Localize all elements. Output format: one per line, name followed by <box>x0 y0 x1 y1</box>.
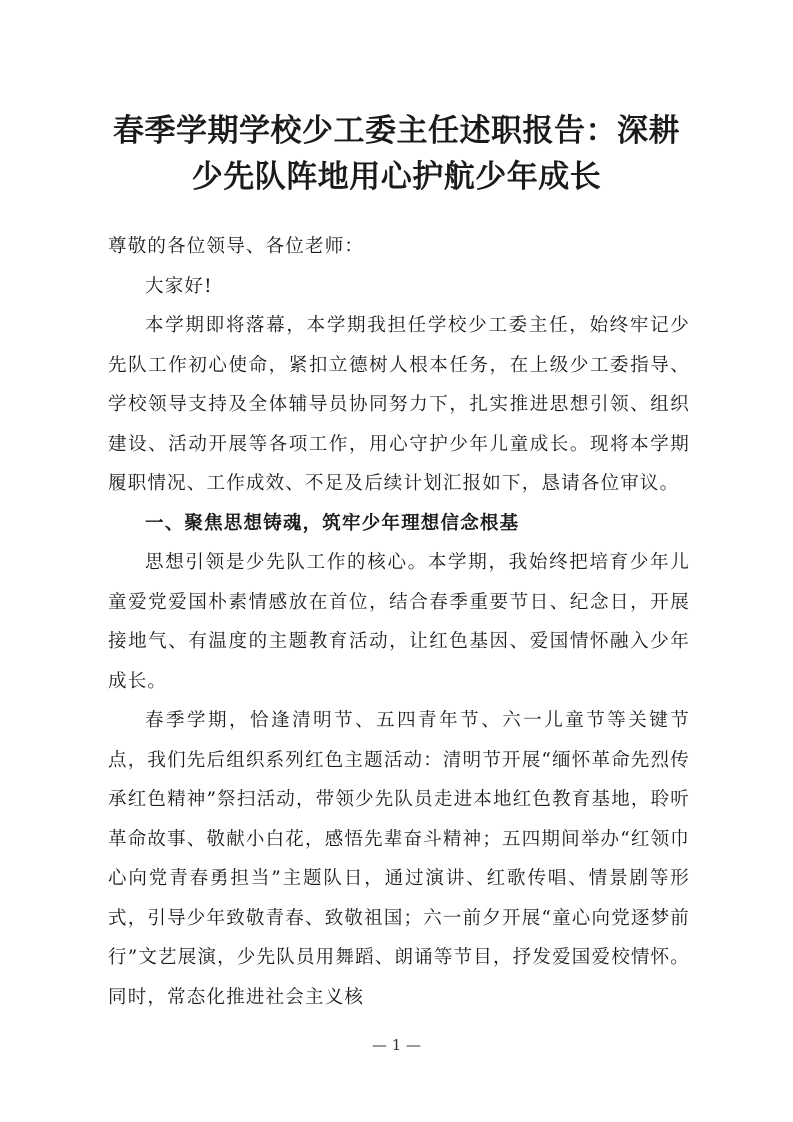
document-body <box>108 227 690 1017</box>
page-number: — 1 — <box>371 1036 422 1054</box>
body-paragraph: 思想引领是少先队工作的核心。本学期，我始终把培育少年儿童爱党爱国朴素情感放在首位，结合春季重要节日、纪念日，开展接地气、有温度的主题教育活动，让红色基因、爱国情怀融入少年成长。 <box>108 552 690 692</box>
intro-paragraph: 本学期即将落幕，本学期我担任学校少工委主任，始终牢记少先队工作初心使命，紧扣立德树人根本任务，在上级少工委指导、学校领导支持及全体辅导员协同努力下，扎实推进思想引领、组织建设、活动开展等各项工作，用心守护少年儿童成长。现将本学期履职情况、工作成效、不足及后续计划汇报如下，恳请各位审议。 <box>108 315 690 494</box>
body-paragraph: 春季学期，恰逢清明节、五四青年节、六一儿童节等关键节点，我们先后组织系列红色主题活动：清明节开展“缅怀革命先烈传承红色精神”祭扫活动，带领少先队员走进本地红色教育基地，聆听革命故事、敬献小白花，感悟先辈奋斗精神；五四期间举办“红领巾心向党青春勇担当”主题队日，通过演讲、红歌传唱、情景剧等形式，引导少年致敬青春、致敬祖国；六一前夕开展“童心向党逐梦前行”文艺展演，少先队员用舞蹈、朗诵等节目，抒发爱国爱校情怀。同时，常态化推进社会主义核 <box>108 710 690 1008</box>
document-title: 春季学期学校少工委主任述职报告：深耕少先队阵地用心护航少年成长 <box>113 113 680 195</box>
greeting: 大家好! <box>145 275 213 297</box>
salutation: 尊敬的各位领导、各位老师： <box>108 236 365 257</box>
section-heading: 一、聚焦思想铸魂，筑牢少年理想信念根基 <box>145 512 520 534</box>
